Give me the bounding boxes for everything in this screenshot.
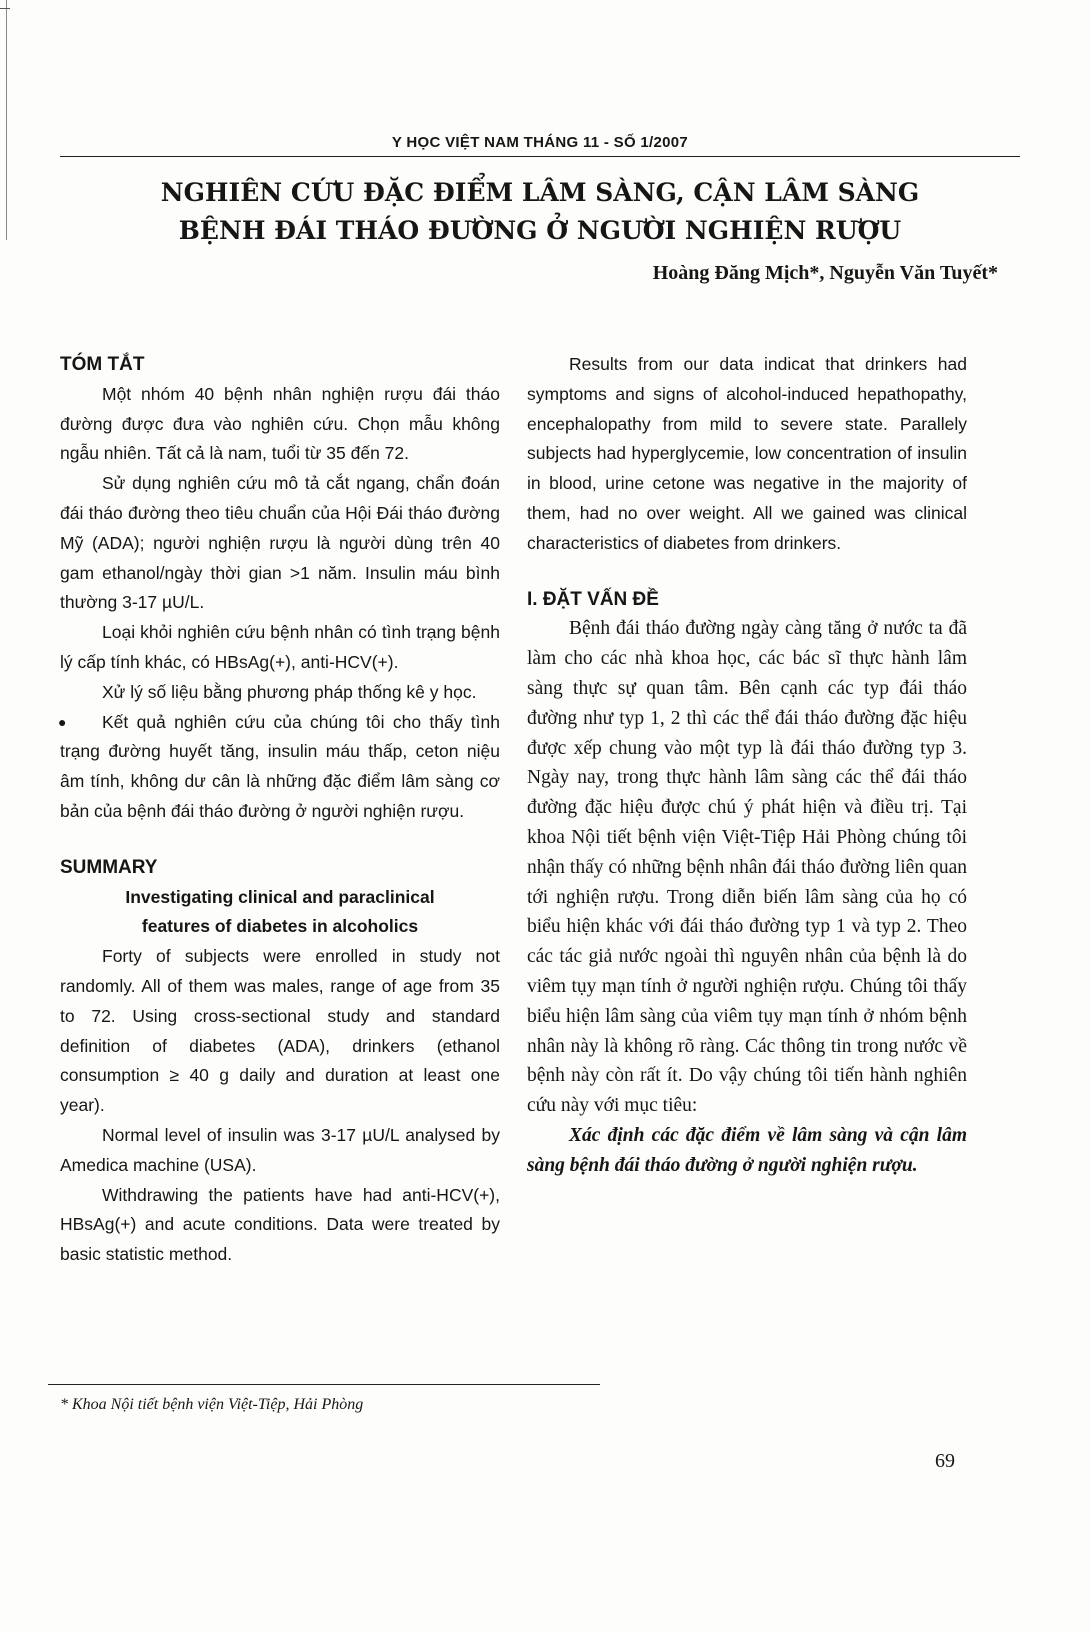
- tomtat-paragraph: Loại khỏi nghiên cứu bệnh nhân có tình trạng bệnh lý cấp tính khác, có HBsAg(+), anti-HCV(+).: [60, 622, 500, 672]
- study-objective: Xác định các đặc điểm về lâm sàng và cận lâm sàng bệnh đái tháo đường ở người nghiện rượu.: [527, 1124, 967, 1176]
- tomtat-paragraph: Kết quả nghiên cứu của chúng tôi cho thấy tình trạng đường huyết tăng, insulin máu thấp, ceton niệu âm tính, không dư cân là những đặc điểm lâm sàng cơ bản của bệnh đái tháo đường ở người nghiện rượu.: [60, 711, 500, 821]
- authors: Hoàng Đăng Mịch*, Nguyễn Văn Tuyết*: [652, 262, 998, 284]
- footnote-rule: [48, 1384, 600, 1385]
- scan-edge-line: [6, 0, 7, 240]
- summary-paragraph: Forty of subjects were enrolled in study not randomly. All of them was males, range of age from 35 to 72. Using cross-sectional study and standard definition of diabetes (ADA), drinkers (ethanol consumption ≥ 40 g daily and duration at least one year).: [60, 946, 500, 1116]
- right-column: [527, 350, 967, 1181]
- title-line-1: NGHIÊN CỨU ĐẶC ĐIỂM LÂM SÀNG, CẬN LÂM SÀNG: [160, 178, 920, 207]
- bullet-mark: ●: [58, 713, 67, 730]
- article-title: [60, 174, 1020, 250]
- summary-heading: SUMMARY: [60, 856, 158, 878]
- summary-paragraph: Withdrawing the patients have had anti-HCV(+), HBsAg(+) and acute conditions. Data were treated by basic statistic method.: [60, 1184, 500, 1265]
- tomtat-paragraph: Sử dụng nghiên cứu mô tả cắt ngang, chẩn đoán đái tháo đường theo tiêu chuẩn của Hội Đái tháo đường Mỹ (ADA); người nghiện rượu là người dùng trên 40 gam ethanol/ngày thời gian >1 năm. Insulin máu bình thường 3-17 µU/L.: [60, 473, 500, 613]
- intro-heading: I. ĐẶT VẤN ĐỀ: [527, 588, 659, 610]
- tomtat-heading: TÓM TẮT: [60, 354, 145, 375]
- summary-paragraph: Results from our data indicat that drinkers had symptoms and signs of alcohol-induced hepathopathy, encephalopathy from mild to severe state. Parallely subjects had hyperglycemie, low concentration of insulin in blood, urine cetone was negative in the majority of them, had no over weight. All we gained was clinical characteristics of diabetes from drinkers.: [527, 354, 967, 553]
- intro-paragraph: Bệnh đái tháo đường ngày càng tăng ở nước ta đã làm cho các nhà khoa học, các bác sĩ thực hành lâm sàng thực sự quan tâm. Bên cạnh các typ đái tháo đường như typ 1, 2 thì các thể đái tháo đường đặc hiệu được xếp chung vào một typ là đái tháo đường typ 3. Ngày nay, trong thực hành lâm sàng các thể đái tháo đường đặc hiệu được chú ý phát hiện và điều trị. Tại khoa Nội tiết bệnh viện Việt-Tiệp Hải Phòng chúng tôi nhận thấy có những bệnh nhân đái tháo đường liên quan tới nghiện rượu. Trong diễn biến lâm sàng của họ có biểu hiện khác với đái tháo đường typ 1 và typ 2. Theo các tác giả nước ngoài thì nguyên nhân của bệnh là do viêm tụy mạn tính ở người nghiện rượu. Chúng tôi thấy biểu hiện lâm sàng của viêm tụy mạn tính ở nhóm bệnh nhân này là không rõ ràng. Các thông tin trong nước về bệnh này còn rất ít. Do vậy chúng tôi tiến hành nghiên cứu này với mục tiêu:: [527, 618, 967, 1117]
- tomtat-paragraph: Xử lý số liệu bằng phương pháp thống kê y học.: [102, 681, 477, 702]
- left-column: [60, 350, 500, 1270]
- summary-title-line-1: Investigating clinical and paraclinical: [125, 886, 435, 907]
- tomtat-result-block: [60, 708, 500, 827]
- title-line-2: BỆNH ĐÁI THÁO ĐƯỜNG Ở NGƯỜI NGHIỆN RƯỢU: [178, 216, 902, 245]
- scan-edge-corner: [0, 8, 10, 9]
- tomtat-paragraph: Một nhóm 40 bệnh nhân nghiện rượu đái tháo đường được đưa vào nghiên cứu. Chọn mẫu không ngẫu nhiên. Tất cả là nam, tuổi từ 35 đến 72.: [60, 383, 500, 464]
- header-rule: [60, 156, 1020, 157]
- summary-title-line-2: features of diabetes in alcoholics: [141, 916, 419, 937]
- footnote: * Khoa Nội tiết bệnh viện Việt-Tiệp, Hải Phòng: [60, 1396, 364, 1413]
- journal-header: Y HỌC VIỆT NAM THÁNG 11 - SỐ 1/2007: [391, 134, 689, 151]
- page-number: 69: [935, 1450, 955, 1472]
- summary-paragraph: Normal level of insulin was 3-17 µU/L analysed by Amedica machine (USA).: [60, 1124, 500, 1175]
